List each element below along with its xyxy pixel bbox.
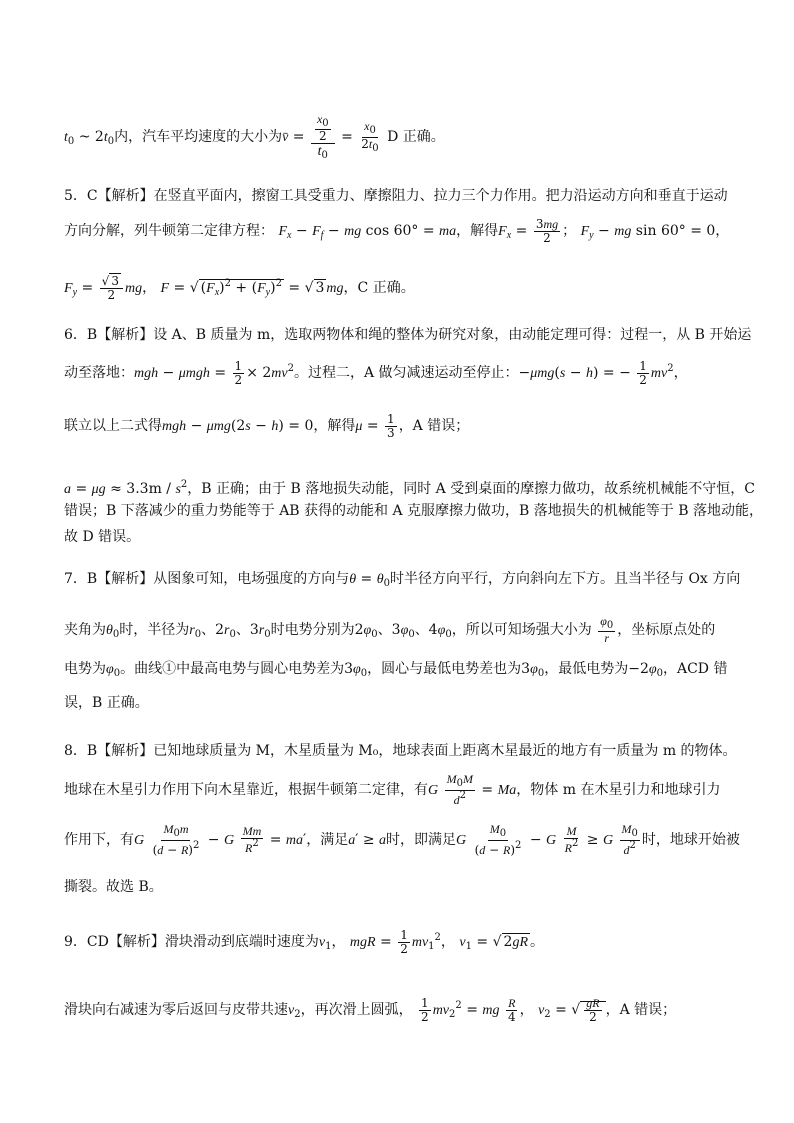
answer-8-line-2: 地球在木星引力作用下向木星靠近，根据牛顿第二定律，有G $\frac{M_0M}{d^2}$ = Ma，物体 m 在木星引力和地球引力 <box>64 772 721 807</box>
answer-9-line-2: 滑块向右减速为零后返回与皮带共速$v_2$，再次滑上圆弧， $\frac{1}{2}$ $mv_2^2$ = mg $\frac{R}{4}$ ， $v_2$ = √ $\frac{gR}{2}$ ，A 错误； <box>64 995 677 1024</box>
answer-6-line-2: 动至落地：mgh − μmgh = $\frac{1}{2}$ × $2mv^2$。过程二，A 做匀减速运动至停止：−μmg(s − h) = − $\frac{1}{2}$ $mv^2$， <box>64 358 688 387</box>
answer-7-line-1: 7．B【解析】从图象可知，电场强度的方向与$\theta = \theta_0$时半径方向平行，方向斜向左下方。且当半径与 Ox 方向 <box>64 571 741 589</box>
answer-8-line-3: 作用下，有G $\frac{M_0m}{(d - R)^2}$ − G $\frac{Mm}{R^2}$ = ma′，满足a′ ≥ a时，即满足G $\frac{M_0}{(d - R)^2}$ − G $\frac{M}{R^2}$ ≥ G $\frac{M_0}{d^2}$ 时，地球开始被 <box>64 822 740 857</box>
answer-5-line-1: 5．C【解析】在竖直平面内，擦窗工具受重力、摩擦阻力、拉力三个力作用。把力沿运动方向和垂直于运动 <box>64 188 728 204</box>
answer-5-line-2: 方向分解，列牛顿第二定律方程： $F_x - F_f$ − mg cos 60° = ma，解得$F_x$ = $\frac{3mg}{2}$ ； $F_y$ − mg sin 60° = 0， <box>64 216 730 245</box>
answer-6-line-5: 错误；B 下落减少的重力势能等于 AB 获得的动能和 A 克服摩擦力做功，B 落地损失的机械能等于 B 落地动能， <box>64 503 763 519</box>
answer-8-line-4: 撕裂。故选 B。 <box>64 879 163 895</box>
answer-6-line-3: 联立以上二式得mgh − μmg(2s − h) = 0，解得μ = $\frac{1}{3}$ ，A 错误； <box>64 411 470 440</box>
answer-9-line-1: 9．CD【解析】滑块滑动到底端时速度为$v_1$， mgR = $\frac{1}{2}$ $mv_1^2$， $v_1$ = √ 2gR 。 <box>64 927 545 956</box>
answer-4-tail: $t_0$ ~ $2t_0$内，汽车平均速度的大小为v̄ = $\frac{\frac{x_0}{2}}{t_0}$ = $\frac{x_0}{2t_0}$ D 正确。 <box>64 111 445 161</box>
answer-7-line-4: 误，B 正确。 <box>64 695 149 711</box>
answer-6-line-6: 故 D 错误。 <box>64 529 141 545</box>
answer-7-line-3: 电势为$\varphi_0$。曲线①中最高电势与圆心电势差为$3\varphi_0$，圆心与最低电势差也为$3\varphi_0$，最低电势为$-2\varphi_0$，ACD 错 <box>64 661 728 679</box>
answer-5-line-3: $F_y$ = $\frac{√ 3}{2}$ mg， F = √ $(F_x)^2 + (F_y)^2$ = √ 3 mg，C 正确。 <box>64 273 415 302</box>
answer-7-line-2: 夹角为$\theta_0$时，半径为$r_0$、$2r_0$、$3r_0$时电势分别为$2\varphi_0$、$3\varphi_0$、$4\varphi_0$，所以可知场强大小为 $\frac{\varphi_0}{r}$ ，坐标原点处的 <box>64 613 716 646</box>
answer-6-line-1: 6．B【解析】设 A、B 质量为 m，选取两物体和绳的整体为研究对象，由动能定理可得：过程一，从 B 开始运 <box>64 327 752 343</box>
answer-6-line-4: $a = \mu g \approx 3.3m / s^2$，B 正确；由于 B 落地损失动能，同时 A 受到桌面的摩擦力做功，故系统机械能不守恒，C <box>64 479 755 497</box>
answer-8-line-1: 8．B【解析】已知地球质量为 M，木星质量为 M₀，地球表面上距离木星最近的地方有一质量为 m 的物体。 <box>64 743 737 759</box>
